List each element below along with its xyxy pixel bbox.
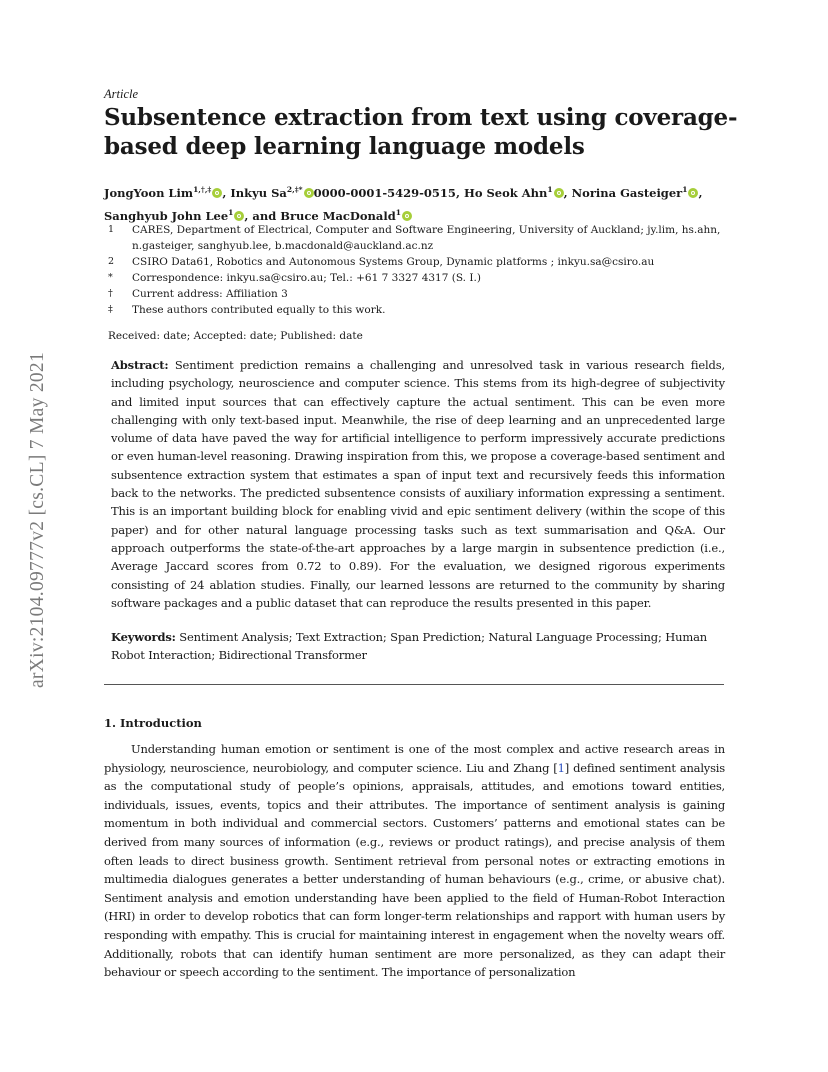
author-name: JongYoon Lim [104, 185, 194, 200]
affiliation-item [108, 270, 728, 286]
affiliation-item [108, 254, 728, 270]
author-separator: , [563, 185, 572, 200]
arxiv-sidebar-stamp [26, 290, 50, 750]
author-affiliation-mark: 1 [228, 207, 234, 217]
author-name: Sanghyub John Lee [104, 208, 229, 223]
keywords-text: Sentiment Analysis; Text Extraction; Span Prediction; Natural Language Processing; Human Robot Interaction; Bidirectional Transformer [111, 630, 708, 663]
keywords [111, 628, 725, 665]
affiliation-text: Correspondence: inkyu.sa@csiro.au; Tel.: +61 7 3327 4317 (S. I.) [132, 272, 481, 284]
affiliation-item [108, 286, 728, 302]
affiliation-mark: * [108, 272, 113, 283]
abstract [111, 356, 725, 612]
affiliation-mark: ‡ [108, 304, 113, 315]
abstract-label: Abstract: [111, 358, 169, 372]
author-affiliation-mark: 1 [547, 185, 553, 194]
affiliation-item [108, 302, 728, 318]
affiliation-text: CARES, Department of Electrical, Computer and Software Engineering, University of Auckland; jy.lim, hs.ahn, n.gasteiger, sanghyub.lee, b.macdonald@auckland.ac.nz [132, 224, 721, 252]
author-affiliation-mark: 2,‡* [286, 185, 303, 194]
author-separator: , [698, 185, 703, 200]
author-affiliation-mark: 1 [395, 207, 401, 217]
section-divider [104, 684, 724, 685]
affiliation-mark: 1 [108, 224, 115, 235]
paper-title: Subsentence extraction from text using coverage-based deep learning language models [104, 104, 738, 160]
intro-text-rest: ] defined sentiment analysis as the computational study of people’s opinions, appraisals, attitudes, and emotions toward entities, individuals, issues, events, topics and their attributes. The importance of sentiment analysis is gaining momentum in both individual and commercial sectors. Customers’ patterns and emotional states can be derived from many sources of information (e.g., reviews or product ratings), and precise analysis of them often leads to direct business growth. Sentiment retrieval from personal notes or extracting emotions in multimedia dialogues generates a better understanding of human behaviours (e.g., crime, or abusive chat). Sentiment analysis and emotion understanding have been applied to the field of Human-Robot Interaction (HRI) in order to develop robotics that can form longer-term relationships and rapport with human users by responding with empathy. This is crucial for maintaining interest in engagement when the novelty wears off. Additionally, robots that can identify human sentiment are more personalized, as they can adapt their behaviour or speech according to the sentiment. The importance of personalization [104, 760, 725, 980]
author-separator: , [455, 185, 464, 200]
author-name: Bruce MacDonald [280, 208, 396, 223]
abstract-text: Sentiment prediction remains a challenging and unresolved task in various research fields, including psychology, neuroscience and computer science. This stems from its high-degree of subjectivity and limited input sources that can effectively capture the actual sentiment. This can be even more challenging with only text-based input. Meanwhile, the rise of deep learning and an unprecedented large volume of data have paved the way for artificial intelligence to perform impressively accurate predictions or even human-level reasoning. Drawing inspiration from this, we propose a coverage-based sentiment and subsentence extraction system that estimates a span of input text and recursively feeds this information back to the networks. The predicted subsentence consists of auxiliary information expressing a sentiment. This is an important building block for enabling vivid and epic sentiment delivery (within the scope of this paper) and for other natural language processing tasks such as text summarisation and Q&A. Our approach outperforms the state-of-the-art approaches by a large margin in subsentence prediction (i.e., Average Jaccard scores from 0.72 to 0.89). For the evaluation, we designed rigorous experiments consisting of 24 ablation studies. Finally, our learned lessons are returned to the community by sharing software packages and a public dataset that can reproduce the results presented in this paper. [111, 358, 725, 610]
orcid-icon[interactable] [688, 188, 698, 198]
affiliation-list [108, 222, 728, 318]
affiliation-text: These authors contributed equally to this work. [132, 304, 386, 316]
orcid-icon[interactable] [212, 188, 222, 198]
article-type: Article [104, 87, 139, 101]
intro-text-start: Understanding human emotion or sentiment is one of the most complex and active research areas in physiology, neuroscience, neurobiology, and computer science. Liu and Zhang [ [104, 742, 725, 775]
citation-link[interactable]: 1 [557, 760, 565, 775]
author-separator: , [222, 185, 231, 200]
author-affiliation-mark: 1 [682, 185, 688, 194]
orcid-icon[interactable] [304, 188, 314, 198]
orcid-icon[interactable] [234, 211, 244, 221]
arxiv-id: arXiv:2104.09777v2 [cs.CL] 7 May 2021 [27, 351, 48, 689]
intro-paragraph [104, 740, 725, 982]
publication-dates: Received: date; Accepted: date; Published: date [108, 330, 363, 342]
author-list [104, 180, 744, 226]
author-separator: , and [244, 208, 281, 223]
orcid-icon[interactable] [554, 188, 564, 198]
affiliation-mark: 2 [108, 256, 115, 267]
author-name: Ho Seok Ahn [463, 185, 548, 200]
author-name: 0000-0001-5429-0515 [313, 185, 456, 200]
affiliation-text: CSIRO Data61, Robotics and Autonomous Systems Group, Dynamic platforms ; inkyu.sa@csiro.au [132, 256, 655, 268]
affiliation-mark: † [108, 288, 113, 299]
affiliation-text: Current address: Affiliation 3 [132, 288, 288, 300]
keywords-label: Keywords: [111, 630, 176, 644]
orcid-icon[interactable] [402, 211, 412, 221]
author-name: Inkyu Sa [230, 185, 287, 200]
author-affiliation-mark: 1,†,‡ [193, 185, 212, 194]
author-name: Norina Gasteiger [571, 185, 683, 200]
affiliation-item [108, 222, 728, 254]
section-heading: 1. Introduction [104, 716, 202, 730]
